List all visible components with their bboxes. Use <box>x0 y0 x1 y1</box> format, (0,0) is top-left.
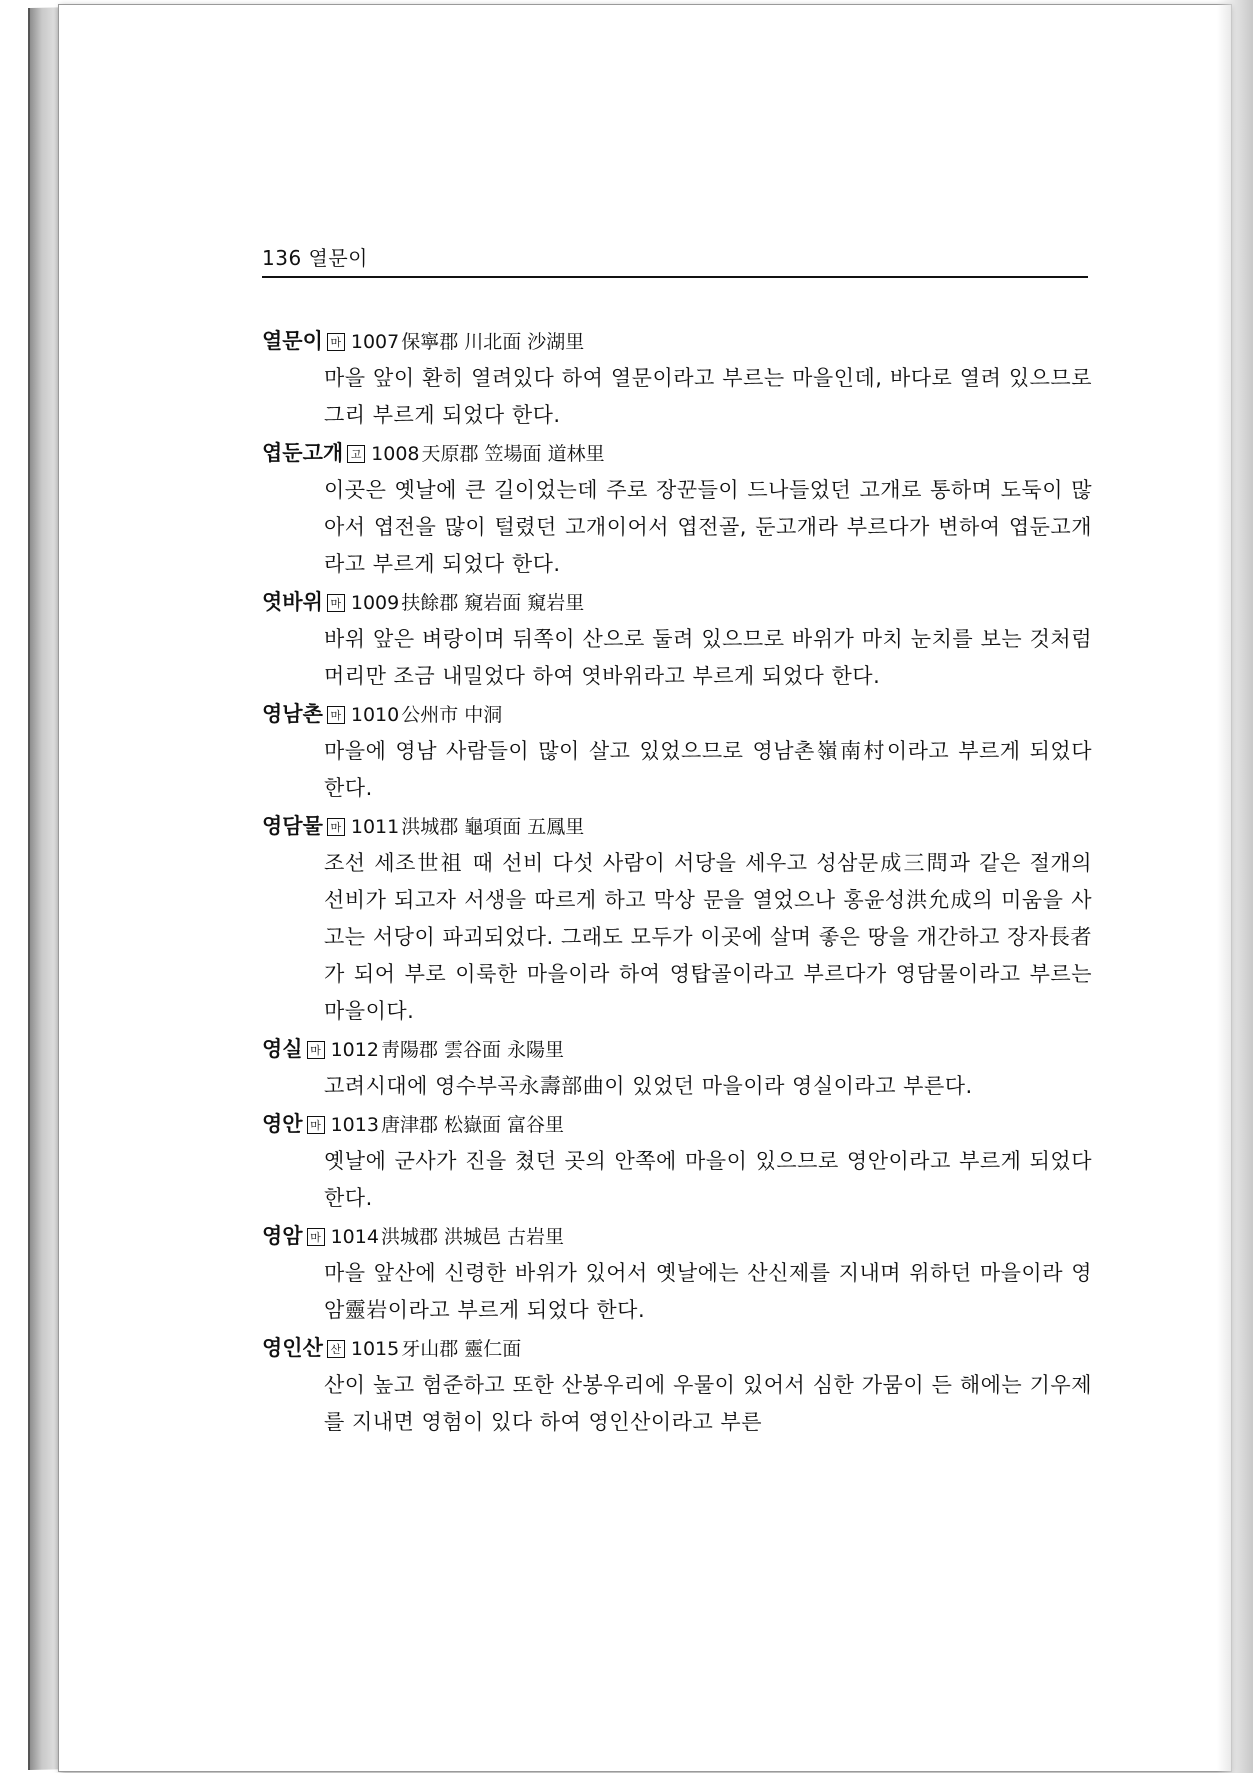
entry-description: 이곳은 옛날에 큰 길이었는데 주로 장꾼들이 드나들었던 고개로 통하며 도둑이 많아서 엽전을 많이 털렸던 고개이어서 엽전골, 둔고개라 부르다가 변하여 엽둔고개라고 부르게 되었다 한다. <box>324 478 1092 576</box>
entry-title: 영담물 <box>262 814 323 838</box>
page-header <box>262 240 1088 278</box>
entry-title: 영실 <box>262 1037 303 1061</box>
entry-heading <box>262 434 1092 472</box>
entry-title: 영인산 <box>262 1336 323 1360</box>
entry-title: 영안 <box>262 1112 303 1136</box>
entry-heading <box>262 695 1092 733</box>
entry-description: 바위 앞은 벼랑이며 뒤쪽이 산으로 둘려 있으므로 바위가 마치 눈치를 보는 것처럼 머리만 조금 내밀었다 하여 엿바위라고 부르게 되었다 한다. <box>324 627 1092 688</box>
entry-title: 영암 <box>262 1224 303 1248</box>
entry-kind-icon: 마 <box>327 706 345 724</box>
entry-location: 天原郡 笠場面 道林里 <box>421 443 605 465</box>
entry-location: 扶餘郡 窺岩面 窺岩里 <box>401 592 585 614</box>
page-number: 136 <box>262 246 302 270</box>
dictionary-entry <box>262 695 1092 807</box>
entry-title: 엽둔고개 <box>262 441 344 465</box>
entry-number: 1013 <box>330 1114 379 1136</box>
entry-number: 1008 <box>371 443 420 465</box>
page-edge-shadow <box>1217 0 1253 1773</box>
dictionary-entry <box>262 583 1092 695</box>
entry-number: 1007 <box>350 331 400 353</box>
entry-title: 엿바위 <box>262 590 323 614</box>
entry-kind-icon: 마 <box>307 1116 325 1134</box>
entry-location: 保寧郡 川北面 沙湖里 <box>401 331 585 353</box>
dictionary-entry <box>262 322 1092 434</box>
entry-heading <box>262 1030 1092 1068</box>
dictionary-entry <box>262 1217 1092 1329</box>
entry-location: 公州市 中洞 <box>401 704 503 726</box>
entry-heading <box>262 1217 1092 1255</box>
dictionary-entry <box>262 1329 1092 1441</box>
entry-description: 산이 높고 험준하고 또한 산봉우리에 우물이 있어서 심한 가뭄이 든 해에는 기우제를 지내면 영험이 있다 하여 영인산이라고 부른 <box>324 1373 1092 1434</box>
entry-location: 靑陽郡 雲谷面 永陽里 <box>380 1039 565 1061</box>
entry-number: 1010 <box>350 704 400 726</box>
entry-title: 열문이 <box>262 329 323 353</box>
entry-number: 1012 <box>330 1039 379 1061</box>
entry-number: 1014 <box>330 1226 379 1248</box>
dictionary-entry <box>262 1030 1092 1105</box>
entry-description: 고려시대에 영수부곡永壽部曲이 있었던 마을이라 영실이라고 부른다. <box>324 1074 973 1098</box>
dictionary-entry <box>262 1105 1092 1217</box>
entry-title: 영남촌 <box>262 702 323 726</box>
entry-location: 洪城郡 龜項面 五鳳里 <box>401 816 585 838</box>
entry-number: 1009 <box>350 592 400 614</box>
entry-number: 1011 <box>350 816 400 838</box>
entry-description: 조선 세조世祖 때 선비 다섯 사람이 서당을 세우고 성삼문成三問과 같은 절개의 선비가 되고자 서생을 따르게 하고 막상 문을 열었으나 홍윤성洪允成의 미움을 사고는 서당이 파괴되었다. 그래도 모두가 이곳에 살며 좋은 땅을 개간하고 장자長者가 되어 부로 이룩한 마을이라 하여 영탑골이라고 부르다가 영담물이라고 부르는 마을이다. <box>324 851 1092 1023</box>
entry-heading <box>262 1105 1092 1143</box>
entry-location: 唐津郡 松嶽面 富谷里 <box>380 1114 565 1136</box>
entry-heading <box>262 583 1092 621</box>
entry-description: 마을에 영남 사람들이 많이 살고 있었으므로 영남촌嶺南村이라고 부르게 되었다 한다. <box>324 739 1092 800</box>
entry-location: 洪城郡 洪城邑 古岩里 <box>380 1226 565 1248</box>
entry-description: 마을 앞산에 신령한 바위가 있어서 옛날에는 산신제를 지내며 위하던 마을이라 영암靈岩이라고 부르게 되었다 한다. <box>324 1261 1092 1322</box>
entry-kind-icon: 마 <box>327 818 345 836</box>
entry-kind-icon: 고 <box>347 445 365 463</box>
entry-location: 牙山郡 靈仁面 <box>401 1338 522 1360</box>
running-head <box>262 242 368 271</box>
entry-kind-icon: 산 <box>327 1340 345 1358</box>
dictionary-entry <box>262 807 1092 1030</box>
entry-heading <box>262 322 1092 360</box>
entry-list <box>262 322 1092 1441</box>
entry-heading <box>262 1329 1092 1367</box>
running-title: 열문이 <box>308 246 369 270</box>
entry-description: 마을 앞이 환히 열려있다 하여 열문이라고 부르는 마을인데, 바다로 열려 있으므로 그리 부르게 되었다 한다. <box>324 366 1092 427</box>
entry-kind-icon: 마 <box>327 333 345 351</box>
entry-kind-icon: 마 <box>307 1041 325 1059</box>
entry-number: 1015 <box>350 1338 400 1360</box>
entry-kind-icon: 마 <box>307 1228 325 1246</box>
entry-kind-icon: 마 <box>327 594 345 612</box>
entry-heading <box>262 807 1092 845</box>
entry-description: 옛날에 군사가 진을 쳤던 곳의 안쪽에 마을이 있으므로 영안이라고 부르게 되었다 한다. <box>324 1149 1092 1210</box>
dictionary-entry <box>262 434 1092 583</box>
